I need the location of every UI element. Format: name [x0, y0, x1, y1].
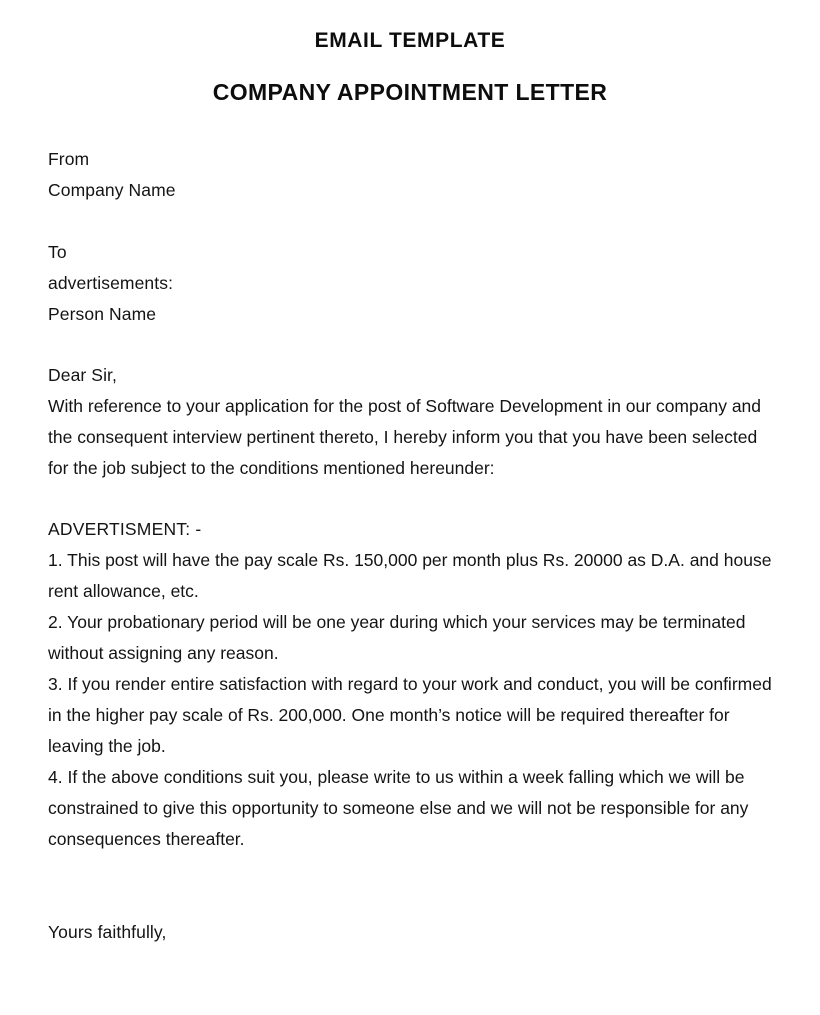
page-title: EMAIL TEMPLATE — [314, 29, 506, 52]
spacer-before-salutation — [48, 330, 772, 360]
sender-name: Company Name — [48, 180, 176, 200]
document-titles — [48, 0, 772, 106]
recipient-source-label: advertisements: — [48, 273, 174, 293]
recipient-name: Person Name — [48, 304, 157, 324]
spacer-after-sender — [48, 206, 772, 237]
conditions-heading: ADVERTISMENT: - — [48, 519, 202, 539]
condition-item-2: 2. Your probationary period will be one year during which your services may be terminated without assigning any reason. — [48, 612, 746, 663]
recipient-label: To — [48, 242, 67, 262]
sender-label: From — [48, 149, 90, 169]
condition-item-1: 1. This post will have the pay scale Rs. 150,000 per month plus Rs. 20000 as D.A. and house rent allowance, etc. — [48, 550, 772, 601]
sender-block — [48, 144, 772, 206]
intro-paragraph: With reference to your application for the post of Software Development in our company and the consequent interview pertinent thereto, I hereby inform you that you have been selected for the job subject to the conditions mentioned hereunder: — [48, 396, 762, 478]
spacer-before-closing — [48, 855, 772, 917]
closing-salutation: Yours faithfully, — [48, 922, 167, 942]
condition-item-3: 3. If you render entire satisfaction with regard to your work and conduct, you will be confirmed in the higher pay scale of Rs. 200,000. One month’s notice will be required thereafter for leaving the job. — [48, 674, 772, 756]
salutation: Dear Sir, — [48, 365, 117, 385]
recipient-block — [48, 237, 772, 330]
document-subtitle: COMPANY APPOINTMENT LETTER — [212, 79, 608, 105]
condition-item-4: 4. If the above conditions suit you, please write to us within a week falling which we will be constrained to give this opportunity to someone else and we will not be responsible for any consequences thereafter. — [48, 767, 749, 849]
spacer-before-conditions-heading — [48, 484, 772, 514]
letter-body — [48, 144, 772, 948]
